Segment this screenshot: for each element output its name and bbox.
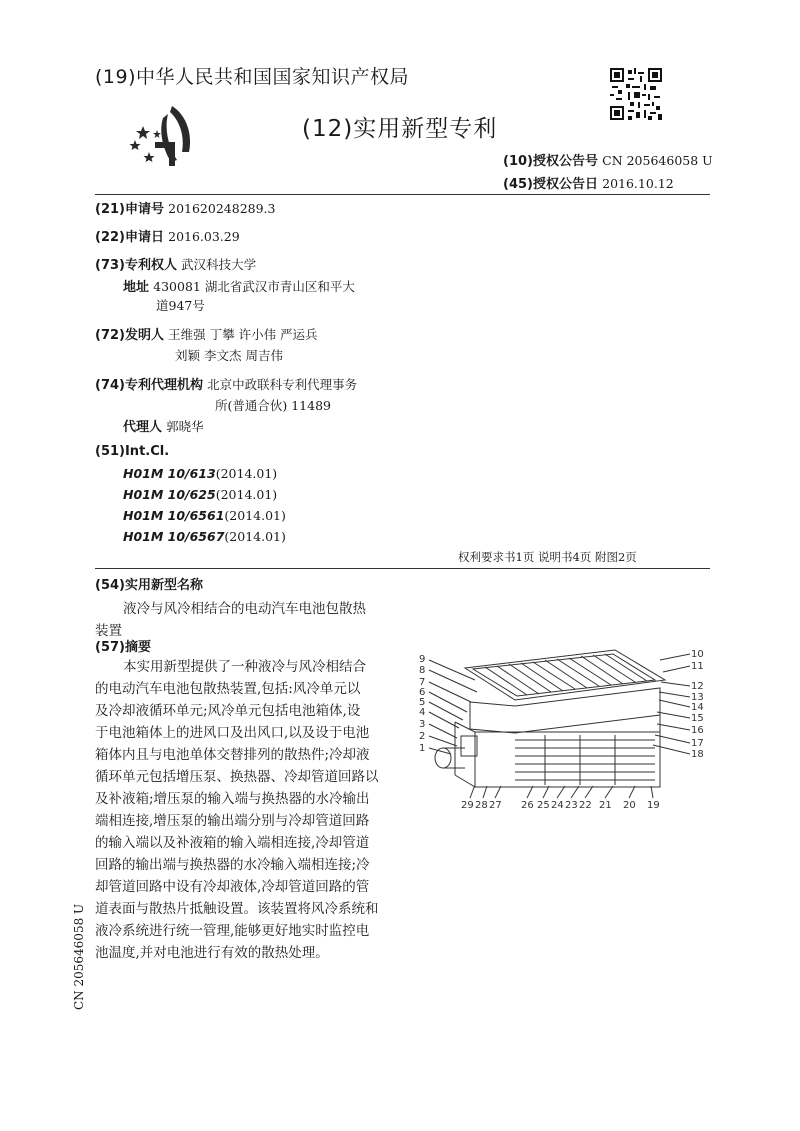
- inventors: (72)发明人 王维强 丁攀 许小伟 严运兵: [95, 327, 318, 343]
- bibliographic-data: [95, 196, 475, 556]
- pub-no-label: (10)授权公告号: [503, 154, 598, 169]
- biblio-divider: [95, 568, 710, 569]
- abstract-line: 及冷却液循环单元;风冷单元包括电池箱体,设: [95, 703, 361, 719]
- abstract-line: 的输入端以及补液箱的输入端相连接,冷却管道: [95, 835, 370, 851]
- figure-label: 24: [551, 800, 564, 810]
- figure-label: 19: [647, 800, 660, 810]
- abstract-line: 本实用新型提供了一种液冷与风冷相结合: [123, 659, 366, 675]
- figure-label: 3: [419, 719, 426, 730]
- intcl-class: H01M 10/613(2014.01): [123, 466, 278, 481]
- intcl-label: (51)Int.Cl.: [95, 444, 170, 459]
- figure-label: 9: [419, 654, 426, 665]
- figure-label: 17: [691, 738, 704, 749]
- title-line: 装置: [95, 623, 122, 639]
- figure-label: 14: [691, 702, 704, 713]
- abstract-label: (57)摘要: [95, 640, 151, 655]
- intcl-class: H01M 10/6561(2014.01): [123, 508, 286, 523]
- patent-agent: 代理人 郭晓华: [123, 419, 204, 435]
- abstract-line: 箱体内且与电池单体交替排列的散热件;冷却液: [95, 747, 370, 763]
- figure-label: 2: [419, 731, 426, 742]
- title-label: (54)实用新型名称: [95, 578, 203, 593]
- intcl-class: H01M 10/6567(2014.01): [123, 529, 286, 544]
- figure-label: 20: [623, 800, 636, 810]
- utility-model-title: [95, 574, 366, 639]
- abstract-line: 道表面与散热片抵触设置。该装置将风冷系统和: [95, 901, 379, 917]
- figure-label: 11: [691, 661, 704, 672]
- abstract-line: 池温度,并对电池进行有效的散热处理。: [95, 945, 329, 961]
- patent-type: (12)实用新型专利: [302, 116, 498, 142]
- holder-address-line2: 道947号: [156, 298, 205, 313]
- figure-label: 22: [579, 800, 592, 810]
- abstract-text: [95, 656, 379, 964]
- figure-label: 25: [537, 800, 550, 810]
- abstract-line: 于电池箱体上的进风口及出风口,以及设于电池: [95, 725, 370, 741]
- pub-no: CN 205646058 U: [602, 153, 713, 168]
- figure-label: 13: [691, 692, 704, 703]
- holder-address: 地址 430081 湖北省武汉市青山区和平大: [123, 279, 355, 295]
- figure-label: 21: [599, 800, 612, 810]
- figure-label: 6: [419, 687, 426, 698]
- figure-label: 8: [419, 665, 426, 676]
- figure-label: 7: [419, 677, 426, 688]
- patent-holder: (73)专利权人 武汉科技大学: [95, 257, 257, 273]
- intcl-class: H01M 10/625(2014.01): [123, 487, 278, 502]
- header-divider: [95, 194, 710, 195]
- figure-label: 12: [691, 681, 704, 692]
- abstract-line: 回路的输出端与换热器的水冷输入端相连接;冷: [95, 857, 370, 873]
- abstract-line: 却管道回路中设有冷却液体,冷却管道回路的管: [95, 879, 370, 895]
- publication-info: [503, 150, 713, 196]
- figure-label: 15: [691, 713, 704, 724]
- pub-date: 2016.10.12: [602, 176, 674, 191]
- abstract-line: 循环单元包括增压泵、换热器、冷却管道回路以: [95, 769, 379, 785]
- patent-agency-line2: 所(普通合伙) 11489: [215, 398, 331, 413]
- figure-label: 28: [475, 800, 488, 810]
- title-line: 液冷与风冷相结合的电动汽车电池包散热: [123, 601, 366, 617]
- figure-label: 4: [419, 707, 426, 718]
- figure-label: 23: [565, 800, 578, 810]
- abstract-line: 及补液箱;增压泵的输入端与换热器的水冷输出: [95, 791, 370, 807]
- publication-date-row: [503, 173, 713, 196]
- pub-date-label: (45)授权公告日: [503, 177, 598, 192]
- figure-label: 27: [489, 800, 502, 810]
- abstract-line: 液冷系统进行统一管理,能够更好地实时监控电: [95, 923, 370, 939]
- inventors-line2: 刘颖 李文杰 周吉伟: [175, 348, 283, 363]
- figure-label: 5: [419, 697, 426, 708]
- figure-label: 18: [691, 749, 704, 760]
- cnipa-logo: [125, 100, 215, 175]
- patent-agency: (74)专利代理机构 北京中政联科专利代理事务: [95, 377, 358, 393]
- abstract-line: 端相连接,增压泵的输出端分别与冷却管道回路: [95, 813, 370, 829]
- battery-pack-figure: [415, 640, 715, 810]
- figure-label: 26: [521, 800, 534, 810]
- figure-label: 29: [461, 800, 474, 810]
- office-name: (19)中华人民共和国国家知识产权局: [95, 66, 410, 88]
- figure-label: 16: [691, 725, 704, 736]
- figure-label: 10: [691, 649, 704, 660]
- page-counts: 权利要求书1页 说明书4页 附图2页: [458, 550, 637, 564]
- application-number: (21)申请号 201620248289.3: [95, 201, 276, 217]
- abstract-line: 的电动汽车电池包散热装置,包括:风冷单元以: [95, 681, 361, 697]
- qr-code: [610, 68, 662, 120]
- side-publication-number: CN 205646058 U: [72, 903, 86, 1010]
- application-date: (22)申请日 2016.03.29: [95, 229, 240, 245]
- figure-label: 1: [419, 743, 426, 754]
- publication-number-row: [503, 150, 713, 173]
